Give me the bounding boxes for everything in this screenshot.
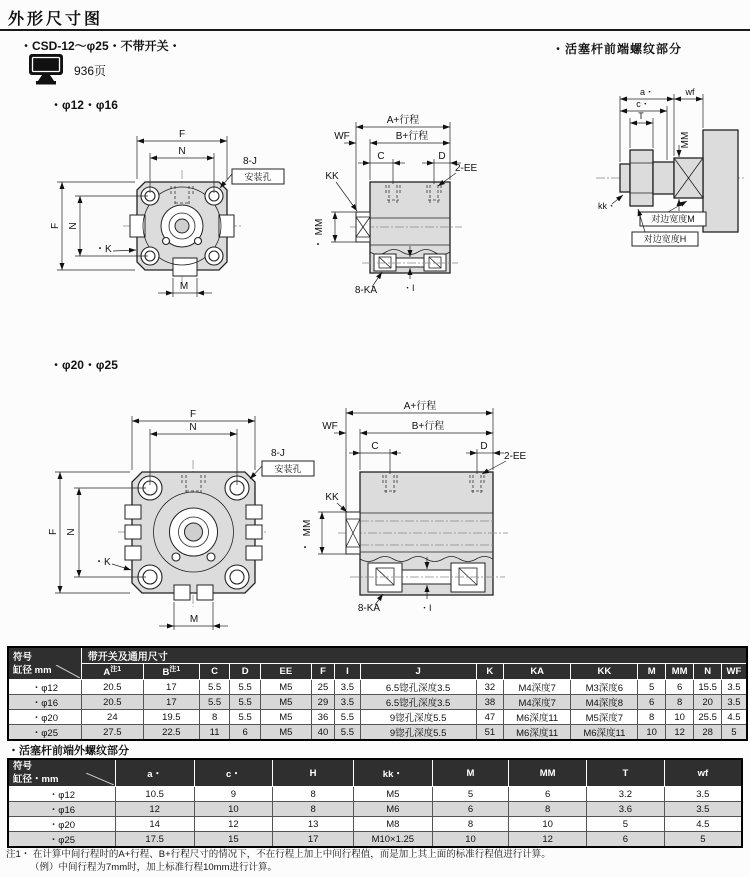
- dim-cell-ee: M5: [260, 695, 311, 710]
- dim-cell-c: 5.5: [199, 680, 230, 695]
- dim-cell-t: 6: [587, 832, 665, 848]
- footnote-2: （例）中间行程为7mm时，加上标准行程10mm进行计算。: [30, 862, 278, 873]
- dim-cell-mm: 12: [665, 725, 693, 741]
- dim-cell-t: 3.6: [587, 802, 665, 817]
- dim-b-stroke-label: B+行程: [395, 131, 429, 142]
- dim-cell-m: 8: [432, 817, 509, 832]
- dim-cell-a: 12: [115, 802, 194, 817]
- dim-kk-label: kk・: [598, 201, 617, 211]
- dim-cell-c: 5.5: [199, 695, 230, 710]
- corner-bore-label: 缸径・mm: [13, 774, 59, 785]
- dim-cell-n: 28: [694, 725, 721, 741]
- dim-i-label: ・I: [420, 603, 432, 613]
- side-view-20-25: [300, 399, 527, 614]
- bore-size-cell: ・φ25: [8, 832, 115, 848]
- dim-cell-d: 5.5: [230, 710, 261, 725]
- table-rod-end-male-thread: [7, 758, 743, 848]
- dim-cell-f: 36: [311, 710, 334, 725]
- dim-cell-kk: M6: [353, 802, 432, 817]
- table2-row: [8, 832, 742, 848]
- dim-cell-n: 25.5: [694, 710, 721, 725]
- dim-cell-m: 8: [638, 710, 665, 725]
- table2-column-header: T: [587, 759, 665, 787]
- dim-cell-kk: M6深度11: [571, 725, 638, 741]
- dim-cell-kk: M5深度7: [571, 710, 638, 725]
- dim-d-label: D: [438, 151, 446, 162]
- dim-cell-wf: 5: [721, 725, 747, 741]
- dim-cell-ka: M4深度7: [504, 680, 571, 695]
- rod-end-thread-view: [596, 87, 745, 246]
- table2-row: [8, 817, 742, 832]
- width-across-flats-m-callout: 对边宽度M: [651, 214, 695, 224]
- table1-row: [8, 725, 747, 741]
- dim-cell-c: 9: [194, 787, 273, 802]
- table2-row: [8, 802, 742, 817]
- dim-cell-t: 3.2: [587, 787, 665, 802]
- table2-row: [8, 787, 742, 802]
- mount-hole-count-label: 8-J: [271, 448, 285, 459]
- table1-column-header: EE: [260, 664, 311, 680]
- dim-ee-label: 2-EE: [455, 163, 478, 174]
- dim-n-label: N: [66, 528, 77, 536]
- dim-cell-i: 3.5: [335, 680, 360, 695]
- dim-cell-k: 38: [476, 695, 503, 710]
- table1-column-header: K: [476, 664, 503, 680]
- table1-span-header: 带开关及通用尺寸: [81, 647, 747, 664]
- dim-t-label: T: [638, 111, 644, 121]
- front-view-20-25: [48, 409, 314, 630]
- dim-b-stroke-label: B+行程: [411, 421, 445, 432]
- table1-column-header: $A^{注1}$: [81, 664, 143, 680]
- side-view-12-16: [313, 113, 478, 296]
- table2-column-header: wf: [664, 759, 742, 787]
- dim-c-label: C: [371, 441, 379, 452]
- dim-c-label: c・: [636, 99, 650, 109]
- dim-cell-a: 20.5: [81, 680, 143, 695]
- dim-cell-f: 40: [311, 725, 334, 741]
- dim-cell-k: 32: [476, 680, 503, 695]
- dim-cell-i: 5.5: [335, 725, 360, 741]
- table2-column-header: kk・: [353, 759, 432, 787]
- width-across-flats-h-callout: 对边宽度H: [643, 234, 687, 244]
- dim-mm-label: MM: [314, 218, 325, 236]
- bore-size-cell: ・φ20: [8, 817, 115, 832]
- dim-cell-c: 8: [199, 710, 230, 725]
- table-switch-common-dimensions: [7, 646, 748, 741]
- table2-column-header: a・: [115, 759, 194, 787]
- dim-ee-label: 2-EE: [504, 451, 527, 462]
- dim-cell-m: 5: [638, 680, 665, 695]
- table1-column-header-row: [8, 664, 747, 680]
- bore-size-cell: ・φ16: [8, 802, 115, 817]
- dim-n-label: N: [68, 222, 79, 230]
- dim-cell-kk: M10×1.25: [353, 832, 432, 848]
- dim-cell-wf: 4.5: [664, 817, 742, 832]
- dim-k-label: ・K: [95, 244, 112, 255]
- dim-cell-kk: M3深度6: [571, 680, 638, 695]
- table1-column-header: N: [694, 664, 721, 680]
- dim-cell-kk: M5: [353, 787, 432, 802]
- corner-diagonal: [50, 665, 80, 678]
- dimension-drawings: [0, 75, 750, 645]
- dim-cell-b: 17: [143, 695, 199, 710]
- dim-f-label: F: [48, 528, 59, 536]
- dim-cell-j: 9锪孔深度5.5: [360, 725, 476, 741]
- table1-column-header: J: [360, 664, 476, 680]
- table1-column-header: I: [335, 664, 360, 680]
- dim-i-label: ・I: [403, 283, 415, 293]
- table1-row: [8, 695, 747, 710]
- dim-mm-label: MM: [302, 519, 313, 537]
- dim-d-label: D: [480, 441, 488, 452]
- dim-cell-m: 10: [638, 725, 665, 741]
- dim-cell-ka: M6深度11: [504, 725, 571, 741]
- bore-size-cell: ・φ20: [8, 710, 81, 725]
- dim-cell-b: 22.5: [143, 725, 199, 741]
- dim-cell-a: 14: [115, 817, 194, 832]
- mount-hole-count-label: 8-J: [243, 156, 257, 167]
- bore-group-2-label: ・φ20・φ25: [50, 358, 118, 372]
- dim-cell-k: 51: [476, 725, 503, 741]
- dim-wf-label: WF: [334, 131, 350, 142]
- dim-cell-c: 10: [194, 802, 273, 817]
- dim-cell-ee: M5: [260, 725, 311, 741]
- title-rule: [0, 29, 750, 31]
- corner-symbol-label: 符号: [13, 651, 33, 663]
- dim-cell-m: 6: [638, 695, 665, 710]
- dim-cell-n: 15.5: [694, 680, 721, 695]
- dim-cell-c: 12: [194, 817, 273, 832]
- dim-cell-wf: 3.5: [721, 680, 747, 695]
- table2-column-header: MM: [509, 759, 587, 787]
- dim-a-label: a・: [639, 87, 655, 97]
- dim-cell-d: 5.5: [230, 680, 261, 695]
- dim-cell-wf: 3.5: [664, 787, 742, 802]
- dim-cell-j: 6.5锪孔深度3.5: [360, 680, 476, 695]
- dim-kk-label: KK: [325, 492, 339, 503]
- dim-c-label: C: [377, 151, 385, 162]
- page-title: 外形尺寸图: [8, 11, 104, 28]
- dim-cell-n: 20: [694, 695, 721, 710]
- table1-column-header: M: [638, 664, 665, 680]
- dim-a-stroke-label: A+行程: [403, 401, 437, 412]
- dim-ka-label: 8-KA: [357, 603, 381, 614]
- dim-n-label: N: [178, 146, 186, 157]
- dim-cell-h: 8: [273, 787, 354, 802]
- dim-cell-mm: 10: [509, 817, 587, 832]
- footnote-1: 注1・ 在计算中间行程时的A+行程、B+行程尺寸的情况下，不在行程上加上中间行程值，而是加上其上面的标准行程值进行计算。: [6, 849, 551, 860]
- dim-cell-a: 17.5: [115, 832, 194, 848]
- table1-corner-cell: [8, 647, 81, 680]
- table1-column-header: $B^{注1}$: [143, 664, 199, 680]
- dim-cell-i: 5.5: [335, 710, 360, 725]
- dim-n-label: N: [189, 422, 197, 433]
- table1-column-header: KK: [571, 664, 638, 680]
- phi-dot-label: ・: [313, 240, 323, 251]
- dim-cell-wf: 3.5: [721, 695, 747, 710]
- table2-column-header: H: [273, 759, 354, 787]
- dim-cell-b: 19.5: [143, 710, 199, 725]
- dim-cell-kk: M4深度8: [571, 695, 638, 710]
- dim-cell-a: 10.5: [115, 787, 194, 802]
- table2-corner-cell: [8, 759, 115, 787]
- dim-cell-k: 47: [476, 710, 503, 725]
- dim-cell-ee: M5: [260, 710, 311, 725]
- dim-cell-mm: 8: [509, 802, 587, 817]
- bore-group-1-label: ・φ12・φ16: [50, 98, 118, 112]
- dim-cell-m: 10: [432, 832, 509, 848]
- table1-column-header: MM: [665, 664, 693, 680]
- dim-cell-a: 27.5: [81, 725, 143, 741]
- dim-cell-h: 8: [273, 802, 354, 817]
- table1-row: [8, 680, 747, 695]
- dim-cell-wf: 5: [664, 832, 742, 848]
- dim-a-stroke-label: A+行程: [386, 115, 420, 126]
- dim-kk-label: KK: [325, 171, 339, 182]
- table2-column-header: c・: [194, 759, 273, 787]
- dim-wf-label: wf: [685, 87, 695, 97]
- table1-column-header: D: [230, 664, 261, 680]
- dim-cell-i: 3.5: [335, 695, 360, 710]
- dim-ka-label: 8-KA: [354, 285, 378, 296]
- dim-cell-j: 9锪孔深度5.5: [360, 710, 476, 725]
- table2-title: ・活塞杆前端外螺纹部分: [8, 745, 129, 757]
- table1-column-header: KA: [504, 664, 571, 680]
- corner-bore-label: 缸径 mm: [13, 664, 52, 676]
- dim-mm-label: MM: [680, 131, 691, 149]
- dim-cell-ee: M5: [260, 680, 311, 695]
- dim-f-label: F: [50, 222, 61, 230]
- dim-cell-mm: 6: [509, 787, 587, 802]
- dim-cell-m: 6: [432, 802, 509, 817]
- dim-m-label: M: [179, 281, 189, 292]
- cad-page-ref: 936页: [74, 64, 107, 78]
- corner-diagonal: [78, 773, 114, 785]
- dim-cell-t: 5: [587, 817, 665, 832]
- corner-symbol-label: 符号: [13, 761, 33, 772]
- mount-hole-callout: 安装孔: [244, 172, 272, 182]
- mount-hole-callout: 安装孔: [274, 464, 302, 474]
- table1-column-header: F: [311, 664, 334, 680]
- rod-thread-section-title: ・活塞杆前端螺纹部分: [552, 42, 683, 56]
- bore-size-cell: ・φ16: [8, 695, 81, 710]
- dim-cell-mm: 12: [509, 832, 587, 848]
- dim-cell-mm: 8: [665, 695, 693, 710]
- table1-column-header: C: [199, 664, 230, 680]
- table2-header-row: [8, 759, 742, 787]
- dim-cell-a: 24: [81, 710, 143, 725]
- dim-cell-wf: 3.5: [664, 802, 742, 817]
- dim-cell-ka: M4深度7: [504, 695, 571, 710]
- dim-f-label: F: [178, 129, 186, 140]
- bore-size-cell: ・φ12: [8, 680, 81, 695]
- bore-size-cell: ・φ25: [8, 725, 81, 741]
- table1-row: [8, 710, 747, 725]
- dim-cell-m: 5: [432, 787, 509, 802]
- dim-cell-ka: M6深度11: [504, 710, 571, 725]
- table1-column-header: WF: [721, 664, 747, 680]
- dim-cell-wf: 4.5: [721, 710, 747, 725]
- dim-cell-f: 29: [311, 695, 334, 710]
- dim-cell-b: 17: [143, 680, 199, 695]
- dim-k-label: ・K: [94, 557, 111, 568]
- dim-cell-d: 5.5: [230, 695, 261, 710]
- dim-m-label: M: [189, 614, 199, 625]
- bore-size-cell: ・φ12: [8, 787, 115, 802]
- dim-cell-mm: 10: [665, 710, 693, 725]
- dim-f-label: F: [189, 409, 197, 420]
- dim-cell-f: 25: [311, 680, 334, 695]
- dim-cell-j: 6.5锪孔深度3.5: [360, 695, 476, 710]
- dim-cell-a: 20.5: [81, 695, 143, 710]
- front-view-12-16: [50, 129, 284, 297]
- dim-cell-c: 15: [194, 832, 273, 848]
- table2-column-header: M: [432, 759, 509, 787]
- dim-cell-mm: 6: [665, 680, 693, 695]
- phi-dot-label: ・: [300, 543, 310, 554]
- dim-cell-kk: M8: [353, 817, 432, 832]
- cad-icon-label: CAD: [35, 60, 57, 72]
- dim-cell-c: 11: [199, 725, 230, 741]
- dim-cell-d: 6: [230, 725, 261, 741]
- dim-wf-label: WF: [322, 421, 338, 432]
- dim-cell-h: 17: [273, 832, 354, 848]
- dim-cell-h: 13: [273, 817, 354, 832]
- series-note: ・CSD-12～φ25・不带开关・: [20, 39, 181, 53]
